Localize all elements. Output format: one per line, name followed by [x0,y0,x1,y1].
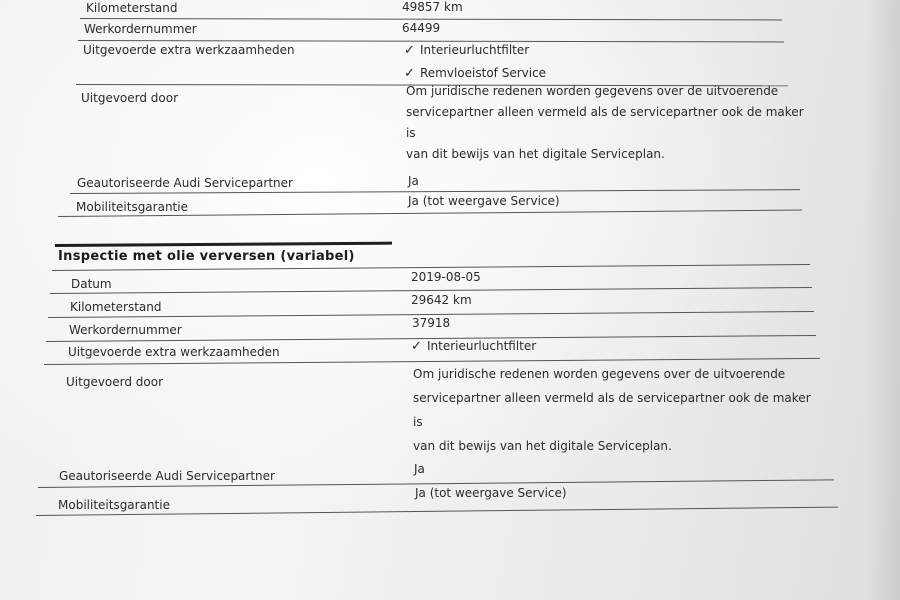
value-werkordernummer-2: 37918 [412,316,451,330]
uitgevoerd-door-line: van dit bewijs van het digitale Serviceplan. [413,439,672,453]
label-uitgevoerd-door-2: Uitgevoerd door [66,375,164,389]
section-heavy-rule [55,242,392,247]
label-kilometerstand-1: Kilometerstand [86,1,178,15]
label-servicepartner-1: Geautoriseerde Audi Servicepartner [77,176,293,190]
value-kilometerstand-2: 29642 km [411,293,472,307]
checkmark-icon: ✓ [404,66,415,81]
checkmark-icon: ✓ [404,43,415,58]
label-mobiliteitsgarantie-2: Mobiliteitsgarantie [58,498,170,512]
value-interieurluchtfilter-2: Interieurluchtfilter [427,339,537,353]
value-extra-werkzaamheden-2 [411,339,536,354]
value-remvloeistof-service-1: Remvloeistof Service [420,66,547,80]
label-extra-werkzaamheden-1: Uitgevoerde extra werkzaamheden [83,43,295,57]
section-heading: Inspectie met olie verversen (variabel) [58,249,355,264]
value-servicepartner-1: Ja [408,174,419,188]
label-mobiliteitsgarantie-1: Mobiliteitsgarantie [76,200,188,214]
checkmark-icon: ✓ [411,339,422,354]
value-kilometerstand-1: 49857 km [402,0,463,14]
uitgevoerd-door-line: servicepartner alleen vermeld als de servicepartner ook de maker is [406,105,804,140]
value-datum-2: 2019-08-05 [411,270,481,284]
value-mobiliteitsgarantie-2: Ja (tot weergave Service) [415,486,567,500]
label-kilometerstand-2: Kilometerstand [70,300,162,314]
uitgevoerd-door-line: Om juridische redenen worden gegevens over de uitvoerende [406,84,779,98]
value-werkordernummer-1: 64499 [402,21,441,35]
value-mobiliteitsgarantie-1: Ja (tot weergave Service) [408,194,560,208]
label-werkordernummer-1: Werkordernummer [84,22,197,36]
uitgevoerd-door-line: van dit bewijs van het digitale Serviceplan. [406,147,665,161]
paper-edge-shadow [866,0,900,600]
label-datum-2: Datum [71,277,112,291]
uitgevoerd-door-line: Om juridische redenen worden gegevens over de uitvoerende [413,367,786,381]
value-interieurluchtfilter-1: Interieurluchtfilter [420,43,530,57]
label-extra-werkzaamheden-2: Uitgevoerde extra werkzaamheden [68,345,280,359]
label-werkordernummer-2: Werkordernummer [69,323,182,337]
value-extra-werkzaamheden-1 [404,43,529,58]
uitgevoerd-door-line: servicepartner alleen vermeld als de servicepartner ook de maker is [413,391,811,429]
value-extra-werkzaamheden-1b [404,66,546,81]
value-uitgevoerd-door-2 [413,362,823,458]
value-servicepartner-2: Ja [414,462,425,476]
label-servicepartner-2: Geautoriseerde Audi Servicepartner [59,469,275,483]
label-uitgevoerd-door-1: Uitgevoerd door [81,91,179,105]
value-uitgevoerd-door-1 [406,81,806,165]
